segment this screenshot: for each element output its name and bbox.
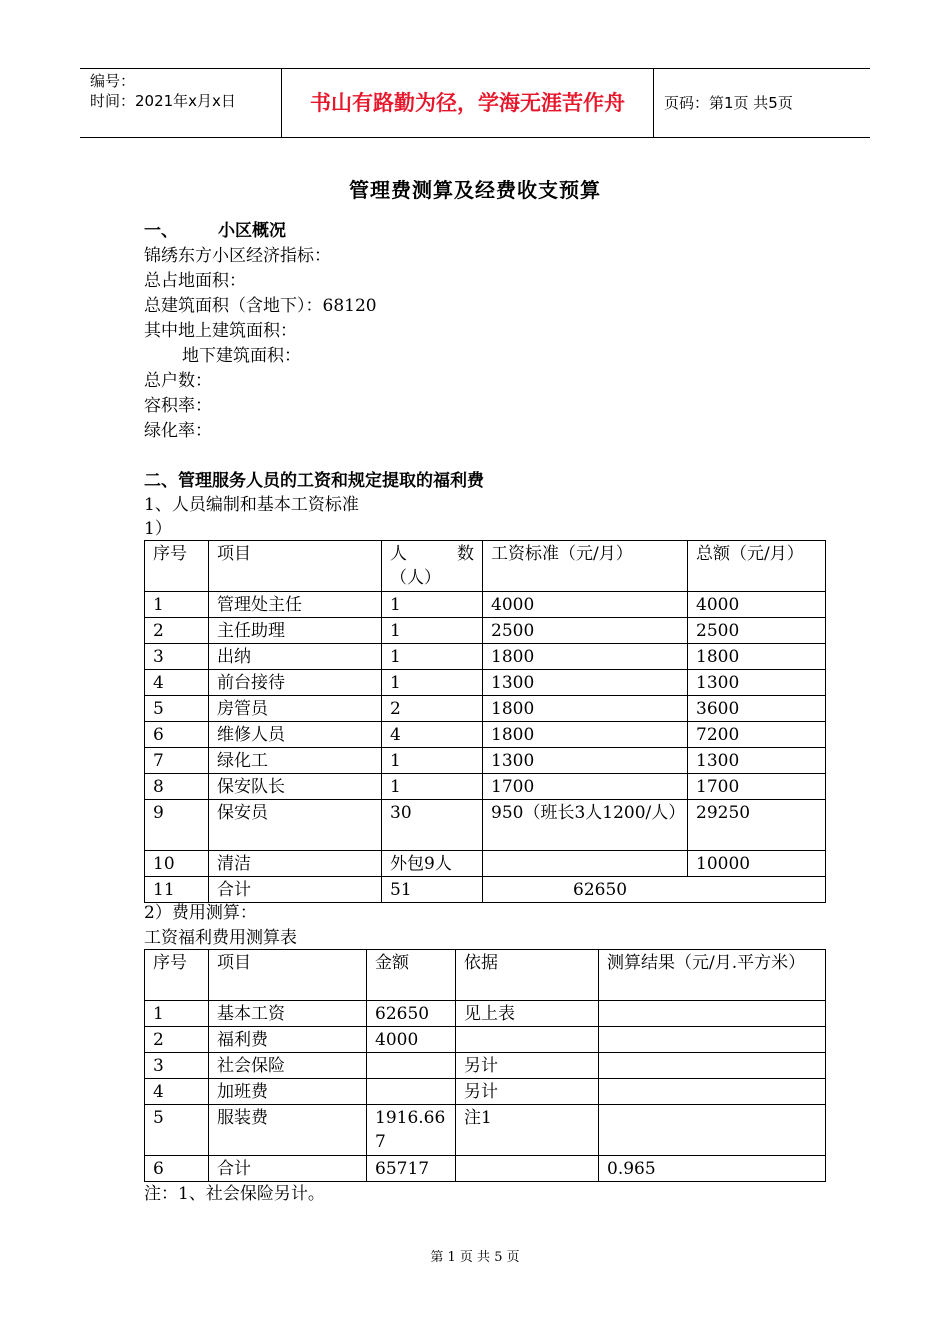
cell: 4000 — [483, 592, 688, 618]
cell: 2500 — [483, 618, 688, 644]
cell: 1800 — [688, 644, 826, 670]
cell: 30 — [382, 800, 483, 851]
cell — [483, 851, 688, 877]
cell: 福利费 — [209, 1027, 367, 1053]
cell: 清洁 — [209, 851, 382, 877]
cell: 950（班长3人1200/人） — [483, 800, 688, 851]
section2-sub1: 1、人员编制和基本工资标准 — [144, 495, 359, 515]
cell: 1800 — [483, 722, 688, 748]
header-motto: 书山有路勤为径，学海无涯苦作舟 — [282, 69, 654, 137]
table-row — [145, 748, 826, 774]
cell: 1800 — [483, 644, 688, 670]
cell: 合计 — [209, 1156, 367, 1182]
cell: 4 — [382, 722, 483, 748]
section1-line: 地下建筑面积： — [182, 346, 301, 366]
header-cell: 项目 — [209, 950, 367, 1001]
section1-line: 总户数： — [144, 371, 212, 391]
cell: 10 — [145, 851, 209, 877]
cell: 6 — [145, 722, 209, 748]
cell: 3 — [145, 1053, 209, 1079]
section2-sub2: 2）费用测算： — [144, 903, 257, 923]
header-cell: 序号 — [145, 950, 209, 1001]
header-page-info: 页码：第1页 共5页 — [664, 94, 793, 112]
cell: 8 — [145, 774, 209, 800]
cell: 1 — [382, 592, 483, 618]
cell: 11 — [145, 877, 209, 903]
section1-line: 锦绣东方小区经济指标： — [144, 246, 331, 266]
cell: 另计 — [456, 1079, 599, 1105]
cell: 1700 — [688, 774, 826, 800]
section1-heading — [144, 219, 286, 243]
table-row — [145, 618, 826, 644]
page-footer: 第 1 页 共 5 页 — [430, 1250, 520, 1265]
total-amount-cell: 62650 — [483, 877, 826, 903]
table-row — [145, 1105, 826, 1156]
cell: 1300 — [688, 748, 826, 774]
cell: 62650 — [367, 1001, 456, 1027]
cell: 0.965 — [599, 1156, 826, 1182]
cell: 3600 — [688, 696, 826, 722]
table-row — [145, 1079, 826, 1105]
table-row — [145, 774, 826, 800]
cell: 1 — [382, 618, 483, 644]
document-title: 管理费测算及经费收支预算 — [349, 178, 601, 202]
cell: 出纳 — [209, 644, 382, 670]
cell: 4 — [145, 1079, 209, 1105]
cell: 7 — [145, 748, 209, 774]
table-row — [145, 800, 826, 851]
table-row — [145, 644, 826, 670]
cell: 加班费 — [209, 1079, 367, 1105]
cell: 服装费 — [209, 1105, 367, 1156]
cell — [599, 1027, 826, 1053]
page-header — [80, 68, 870, 138]
cell: 见上表 — [456, 1001, 599, 1027]
cost-calculation-table — [144, 949, 826, 1182]
cell: 合计 — [209, 877, 382, 903]
table-header-row — [145, 541, 826, 592]
cell: 1300 — [483, 748, 688, 774]
cell: 10000 — [688, 851, 826, 877]
cell: 1 — [145, 1001, 209, 1027]
cell: 2500 — [688, 618, 826, 644]
section1-line: 其中地上建筑面积： — [144, 321, 297, 341]
cell: 4000 — [367, 1027, 456, 1053]
cell: 绿化工 — [209, 748, 382, 774]
section1-line: 总占地面积： — [144, 271, 246, 291]
cell: 1700 — [483, 774, 688, 800]
cell: 4 — [145, 670, 209, 696]
cell: 社会保险 — [209, 1053, 367, 1079]
cell: 房管员 — [209, 696, 382, 722]
cell: 3 — [145, 644, 209, 670]
table-row — [145, 1027, 826, 1053]
cell: 1300 — [688, 670, 826, 696]
cell: 2 — [145, 1027, 209, 1053]
table-row — [145, 851, 826, 877]
header-cell: 金额 — [367, 950, 456, 1001]
cell: 1300 — [483, 670, 688, 696]
header-cell: 序号 — [145, 541, 209, 592]
cell: 65717 — [367, 1156, 456, 1182]
cell: 1 — [382, 644, 483, 670]
cell: 1800 — [483, 696, 688, 722]
cell — [599, 1079, 826, 1105]
number-label: 编号： — [90, 72, 136, 90]
table-row — [145, 1053, 826, 1079]
cell: 主任助理 — [209, 618, 382, 644]
table-total-row — [145, 1156, 826, 1182]
cell: 2 — [382, 696, 483, 722]
header-cell: 测算结果（元/月.平方米） — [599, 950, 826, 1001]
cell: 9 — [145, 800, 209, 851]
cell: 基本工资 — [209, 1001, 367, 1027]
table-note: 注：1、社会保险另计。 — [144, 1184, 325, 1204]
cell — [367, 1053, 456, 1079]
staff-salary-table — [144, 540, 826, 903]
cell: 1 — [382, 748, 483, 774]
time-label: 时间：2021年x月x日 — [90, 92, 236, 110]
cell: 5 — [145, 1105, 209, 1156]
cell: 2 — [145, 618, 209, 644]
table-row — [145, 592, 826, 618]
cell — [367, 1079, 456, 1105]
section1-line: 容积率： — [144, 396, 212, 416]
section2-sub1-1: 1） — [144, 519, 172, 539]
cell — [456, 1156, 599, 1182]
section1-title: 小区概况 — [218, 221, 286, 241]
header-cell: 工资标准（元/月） — [483, 541, 688, 592]
cell — [599, 1053, 826, 1079]
cell — [599, 1105, 826, 1156]
header-cell: 人 数（人） — [382, 541, 483, 592]
table-row — [145, 696, 826, 722]
cell: 1 — [382, 774, 483, 800]
cell: 前台接待 — [209, 670, 382, 696]
cell: 1 — [382, 670, 483, 696]
table-total-row — [145, 877, 826, 903]
cell — [599, 1001, 826, 1027]
cell — [456, 1027, 599, 1053]
table-row — [145, 670, 826, 696]
table-row — [145, 722, 826, 748]
section1-line: 绿化率： — [144, 421, 212, 441]
cell: 6 — [145, 1156, 209, 1182]
cell: 注1 — [456, 1105, 599, 1156]
cell: 1916.667 — [367, 1105, 456, 1156]
cell: 5 — [145, 696, 209, 722]
cell: 维修人员 — [209, 722, 382, 748]
header-meta — [80, 69, 282, 137]
cell: 另计 — [456, 1053, 599, 1079]
header-cell: 依据 — [456, 950, 599, 1001]
cell: 外包9人 — [382, 851, 483, 877]
cell: 管理处主任 — [209, 592, 382, 618]
cell: 51 — [382, 877, 483, 903]
cell: 7200 — [688, 722, 826, 748]
cell: 保安队长 — [209, 774, 382, 800]
cell: 1 — [145, 592, 209, 618]
section2-heading: 二、管理服务人员的工资和规定提取的福利费 — [144, 471, 484, 491]
header-cell: 总额（元/月） — [688, 541, 826, 592]
table-header-row — [145, 950, 826, 1001]
section1-line: 总建筑面积（含地下）：68120 — [144, 296, 377, 316]
cell: 29250 — [688, 800, 826, 851]
section1-number: 一、 — [144, 221, 178, 241]
cell: 保安员 — [209, 800, 382, 851]
table-row — [145, 1001, 826, 1027]
header-cell: 项目 — [209, 541, 382, 592]
cell: 4000 — [688, 592, 826, 618]
table2-title: 工资福利费用测算表 — [144, 928, 297, 948]
